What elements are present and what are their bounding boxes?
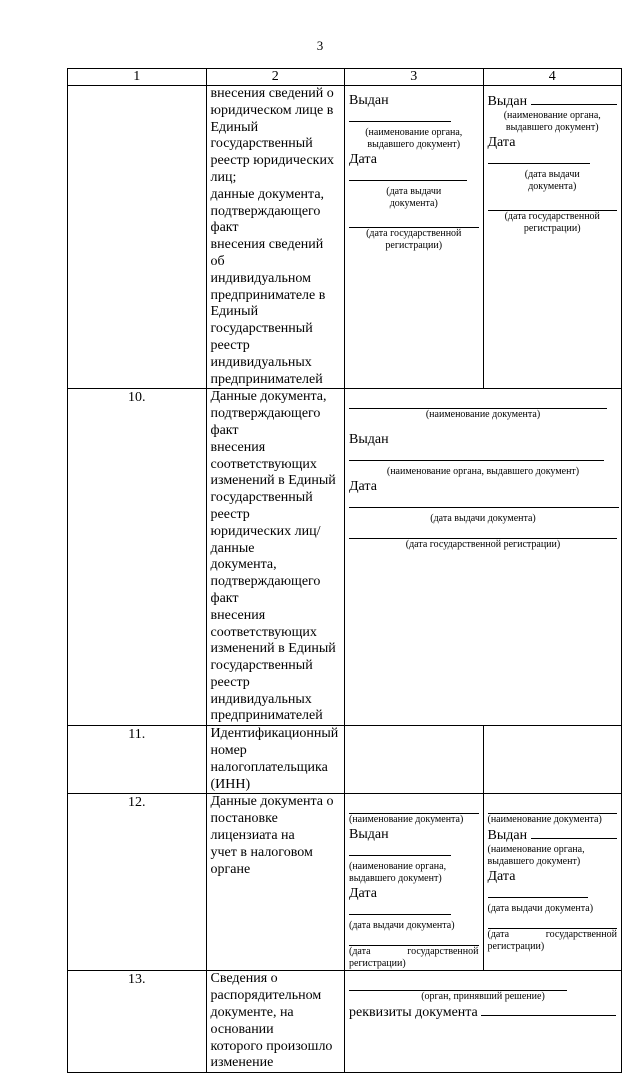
- row-description: Данные документа, подтверждающего факт внесения соответствующих изменений в Единый государственный реестр юридических лиц/данные документа, подтверждающего факт внесения соответствующих изменений в Единый государственный реестр индивидуальных предпринимателей: [206, 389, 345, 726]
- header-col-1: 1: [68, 69, 207, 86]
- table-row-11: [68, 726, 622, 794]
- merged-order-fields: (орган, принявший решение) реквизиты документа: [345, 971, 622, 1073]
- row-description: Сведения о распорядительном документе, на основании которого произошло изменение: [206, 971, 345, 1073]
- row-number: 10.: [68, 389, 207, 726]
- col4-tax-fields: (наименование документа) Выдан (наименование органа, выдавшего документ) Дата (дата выдачи документа) (дата государственной регистрации): [483, 794, 622, 971]
- header-col-4: 4: [483, 69, 622, 86]
- table-row-10: [68, 389, 622, 726]
- col4-registration-fields: Выдан (наименование органа, выдавшего документ) Дата (дата выдачи документа) (дата государственной регистрации): [483, 86, 622, 389]
- col3-empty-cell: [345, 726, 484, 794]
- page-number: 3: [316, 38, 324, 53]
- row-number: 13.: [68, 971, 207, 1073]
- row-description: внесения сведений о юридическом лице в Единый государственный реестр юридических лиц; данные документа, подтверждающего факт внесения сведений об индивидуальном предпринимателе в Единый государственный реестр индивидуальных предпринимателей: [206, 86, 345, 389]
- row-description: Идентификационный номер налогоплательщика (ИНН): [206, 726, 345, 794]
- col4-empty-cell: [483, 726, 622, 794]
- row-number: 11.: [68, 726, 207, 794]
- table-row-12: [68, 794, 622, 971]
- row-number: 12.: [68, 794, 207, 971]
- license-info-table: [67, 68, 622, 1073]
- merged-document-fields: (наименование документа) Выдан (наименование органа, выдавшего документ) Дата (дата выдачи документа) (дата государственной регистрации): [345, 389, 622, 726]
- header-col-3: 3: [345, 69, 484, 86]
- table-row-continued: [68, 86, 622, 389]
- header-row: [68, 69, 622, 86]
- row-description: Данные документа о постановке лицензиата на учет в налоговом органе: [206, 794, 345, 971]
- row-number: [68, 86, 207, 389]
- table-row-13: [68, 971, 622, 1073]
- header-col-2: 2: [206, 69, 345, 86]
- col3-tax-fields: (наименование документа) Выдан (наименование органа, выдавшего документ) Дата (дата выдачи документа) (дата государственной регистрации): [345, 794, 484, 971]
- col3-registration-fields: Выдан (наименование органа, выдавшего документ) Дата (дата выдачи документа) (дата государственной регистрации): [345, 86, 484, 389]
